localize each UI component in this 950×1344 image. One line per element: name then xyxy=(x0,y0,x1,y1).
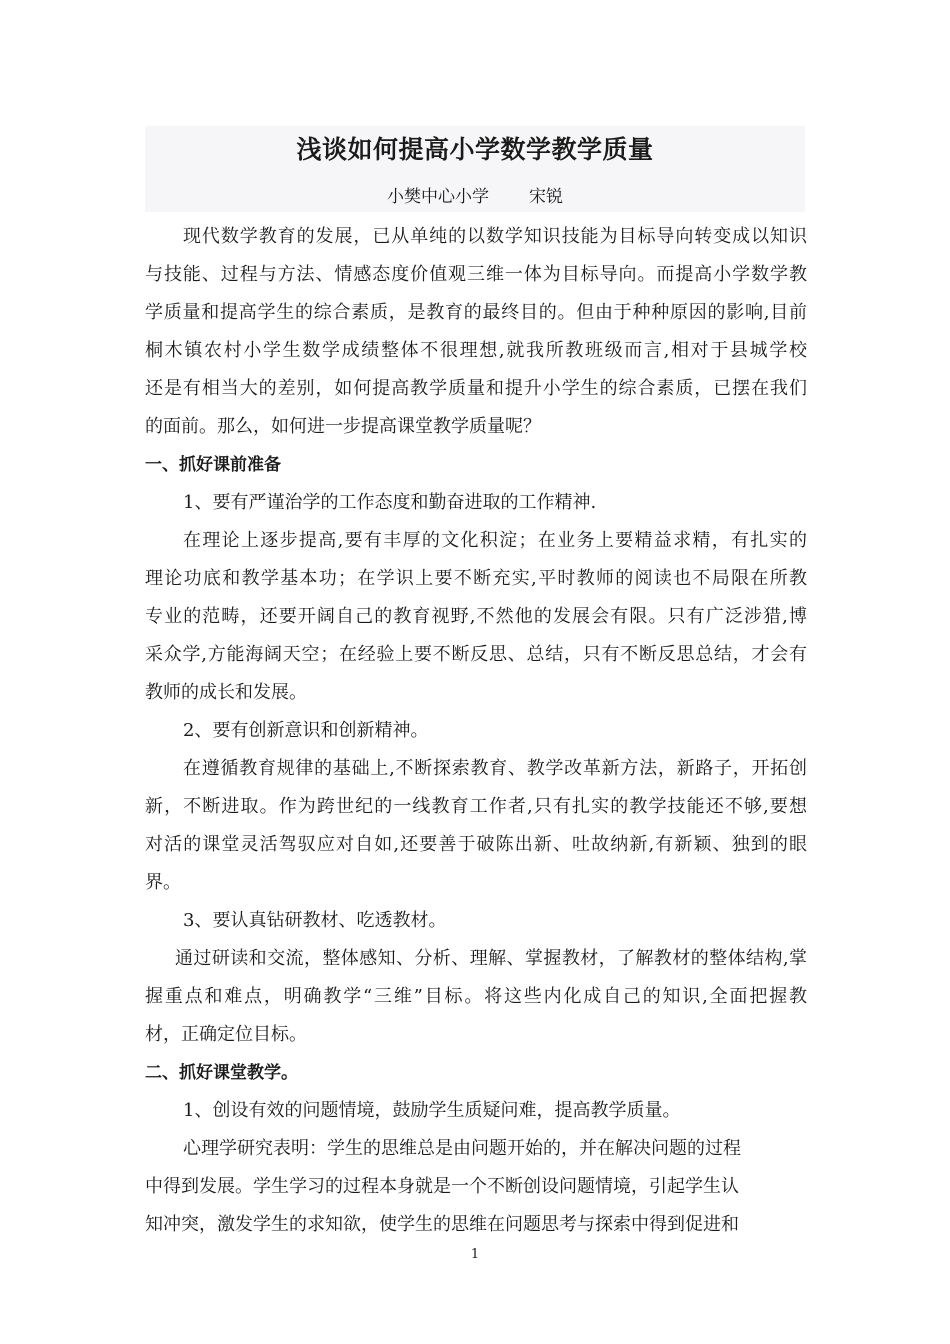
subsection-heading: 1、要有严谨治学的工作态度和勤奋进取的工作精神. xyxy=(183,492,597,513)
subsection-heading: 2、要有创新意识和创新精神。 xyxy=(183,720,429,741)
paragraph-line: 通过研读和交流，整体感知、分析、理解、掌握教材，了解教材的整体结构,掌 xyxy=(175,948,807,969)
paragraph-line: 教师的成长和发展。 xyxy=(145,682,307,703)
paragraph-line: 理论功底和教学基本功；在学识上要不断充实,平时教师的阅读也不局限在所教 xyxy=(145,568,807,589)
section-heading: 一、抓好课前准备 xyxy=(145,455,281,475)
paragraph-line: 现代数学教育的发展，已从单纯的以数学知识技能为目标导向转变成以知识 xyxy=(183,226,807,247)
section-heading: 二、抓好课堂教学。 xyxy=(145,1063,298,1083)
paragraph-line: 心理学研究表明：学生的思维总是由问题开始的，并在解决问题的过程 xyxy=(183,1138,741,1159)
paragraph-line: 还是有相当大的差别，如何提高教学质量和提升小学生的综合素质，已摆在我们 xyxy=(145,378,807,399)
paragraph-line: 中得到发展。学生学习的过程本身就是一个不断创设问题情境，引起学生认 xyxy=(145,1176,739,1197)
paragraph-line: 在理论上逐步提高,要有丰厚的文化积淀；在业务上要精益求精，有扎实的 xyxy=(183,530,807,551)
paragraph-line: 桐木镇农村小学生数学成绩整体不很理想,就我所教班级而言,相对于县城学校 xyxy=(145,340,807,361)
paragraph-line: 专业的范畴，还要开阔自己的教育视野,不然他的发展会有限。只有广泛涉猎,博 xyxy=(145,606,807,627)
subsection-heading: 3、要认真钻研教材、吃透教材。 xyxy=(183,910,447,931)
paragraph-line: 材，正确定位目标。 xyxy=(145,1024,307,1045)
paragraph-line: 握重点和难点，明确教学“三维”目标。将这些内化成自己的知识,全面把握教 xyxy=(145,986,807,1007)
author-byline xyxy=(145,184,805,210)
paragraph-line: 学质量和提高学生的综合素质，是教育的最终目的。但由于种种原因的影响,目前 xyxy=(145,302,807,323)
paragraph-line: 新，不断进取。作为跨世纪的一线教育工作者,只有扎实的教学技能还不够,要想 xyxy=(145,796,807,817)
page-number: 1 xyxy=(470,1247,480,1262)
paragraph-line: 界。 xyxy=(145,872,181,893)
paragraph-line: 采众学,方能海阔天空；在经验上要不断反思、总结，只有不断反思总结，才会有 xyxy=(145,644,807,665)
author-school: 小樊中心小学 xyxy=(387,187,489,207)
paragraph-line: 在遵循教育规律的基础上,不断探索教育、教学改革新方法，新路子，开拓创 xyxy=(183,758,807,779)
paragraph-line: 的面前。那么，如何进一步提高课堂教学质量呢？ xyxy=(145,416,541,437)
paragraph-line: 知冲突，激发学生的求知欲，使学生的思维在问题思考与探索中得到促进和 xyxy=(145,1214,739,1235)
author-name: 宋锐 xyxy=(529,187,563,207)
paragraph-line: 与技能、过程与方法、情感态度价值观三维一体为目标导向。而提高小学数学教 xyxy=(145,264,807,285)
paragraph-line: 对活的课堂灵活驾驭应对自如,还要善于破陈出新、吐故纳新,有新颖、独到的眼 xyxy=(145,834,807,855)
subsection-heading: 1、创设有效的问题情境，鼓励学生质疑问难，提高教学质量。 xyxy=(183,1100,681,1121)
body-text xyxy=(145,218,807,1244)
document-title: 浅谈如何提高小学数学教学质量 xyxy=(296,135,654,164)
